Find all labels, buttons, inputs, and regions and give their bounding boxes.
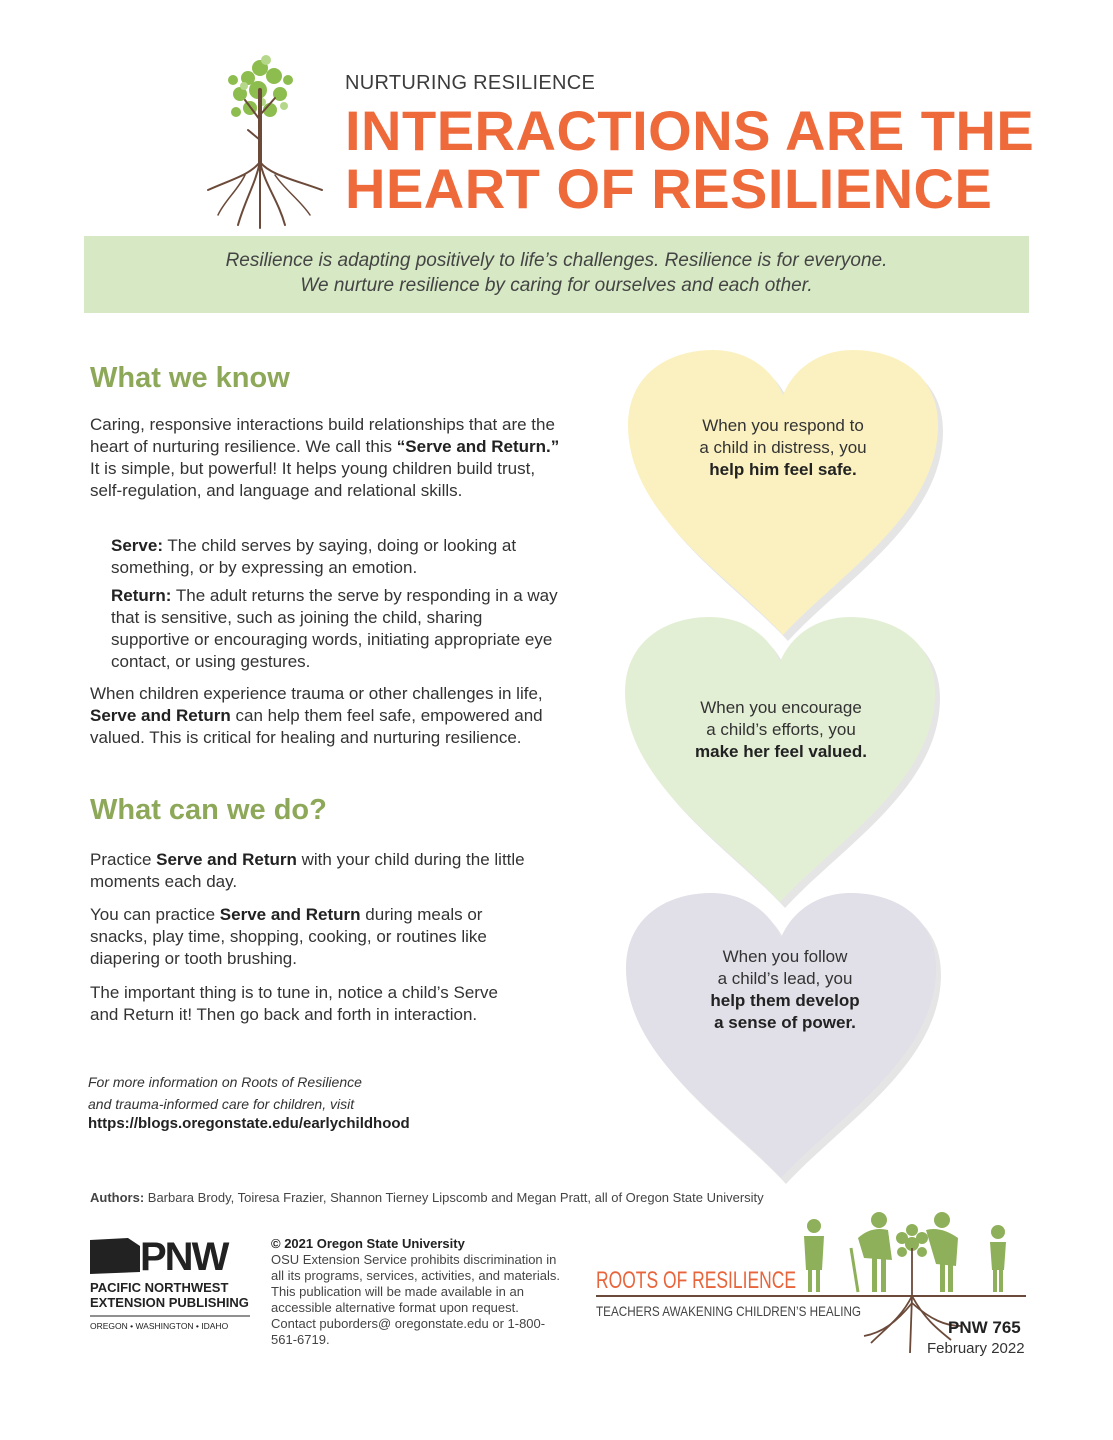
heart-shape-3 [616, 888, 946, 1188]
pnw-logo-letters: PNW [140, 1235, 228, 1279]
heart-shape-1 [618, 345, 948, 645]
heart-2-text: When you encourage a child’s efforts, you make her feel valued. [695, 698, 867, 761]
svg-text:OREGON • WASHINGTON • IDAHO: OREGON • WASHINGTON • IDAHO [90, 1321, 229, 1331]
publication-number: PNW 765 [948, 1318, 1021, 1337]
know-paragraph-1: Caring, responsive interactions build relationships that are the heart of nurturing resilience. We call this “Serve and Return.” It is simple, but powerful! It helps young children build trust, self-regulation, and language and relational skills. [90, 415, 560, 500]
definition-banner [84, 236, 1029, 313]
svg-text:PACIFIC NORTHWEST: PACIFIC NORTHWEST [90, 1280, 229, 1295]
ror-title: ROOTS OF RESILIENCE [596, 1267, 796, 1294]
know-paragraph-2: When children experience trauma or other challenges in life, Serve and Return can help them feel safe, empowered and valued. This is critical for healing and nurturing resilience. [90, 684, 543, 747]
serve-return-term: “Serve and Return.” [396, 437, 560, 456]
banner-line-1: Resilience is adapting positively to life’s challenges. Resilience is for everyone. [225, 250, 888, 271]
page-title [345, 99, 1065, 220]
more-info-text: For more information on Roots of Resilience and trauma-informed care for children, visit [88, 1074, 362, 1112]
todo-paragraph-1: Practice Serve and Return with your child during the little moments each day. [90, 850, 525, 891]
serve-definition: Serve: The child serves by saying, doing or looking at something, or by expressing an emotion. [111, 536, 517, 577]
pnw-extension-publishing-logo [88, 1232, 258, 1342]
todo-paragraph-3: The important thing is to tune in, notice a child’s Serve and Return it! Then go back and forth in interaction. [90, 983, 498, 1024]
return-definition: Return: The adult returns the serve by responding in a way that is sensitive, such as joining the child, sharing supportive or encouraging words, initiating appropriate eye contact, or using gestures. [111, 586, 558, 671]
tree-with-roots-logo [200, 50, 330, 230]
what-can-we-do-heading: What can we do? [90, 794, 327, 826]
ror-subtitle: TEACHERS AWAKENING CHILDREN’S HEALING [596, 1303, 861, 1319]
return-label: Return: [111, 586, 172, 605]
serve-label: Serve: [111, 536, 163, 555]
heart-3-text: When you follow a child’s lead, you help them develop a sense of power. [710, 947, 860, 1032]
svg-text:EXTENSION PUBLISHING: EXTENSION PUBLISHING [90, 1295, 249, 1310]
what-we-know-heading: What we know [90, 362, 290, 394]
copyright-line: © 2021 Oregon State University [271, 1236, 465, 1251]
series-kicker: NURTURING RESILIENCE [345, 72, 596, 94]
publication-date: February 2022 [927, 1340, 1025, 1357]
copyright-notice [271, 1236, 561, 1348]
title-line-2: HEART OF RESILIENCE [345, 157, 993, 220]
banner-line-2: We nurture resilience by caring for ourselves and each other. [300, 275, 813, 296]
nondiscrimination-notice: OSU Extension Service prohibits discrimination in all its programs, services, activities, and materials. This publication will be made available in an accessible alternative format upon request. Contact puborders@ oregonstate.edu or 1-800-561-6719. [271, 1252, 560, 1347]
authors-label: Authors: [90, 1190, 145, 1205]
title-line-1: INTERACTIONS ARE THE [345, 99, 1035, 162]
todo-paragraph-2: You can practice Serve and Return during meals or snacks, play time, shopping, cooking, or routines like diapering or tooth brushing. [90, 905, 487, 968]
authors-line: Authors: Barbara Brody, Toiresa Frazier, Shannon Tierney Lipscomb and Megan Pratt, all of Oregon State University [90, 1190, 764, 1205]
more-info-link[interactable]: https://blogs.oregonstate.edu/earlychildhood [88, 1115, 410, 1132]
heart-1-text: When you respond to a child in distress, you help him feel safe. [699, 416, 867, 479]
